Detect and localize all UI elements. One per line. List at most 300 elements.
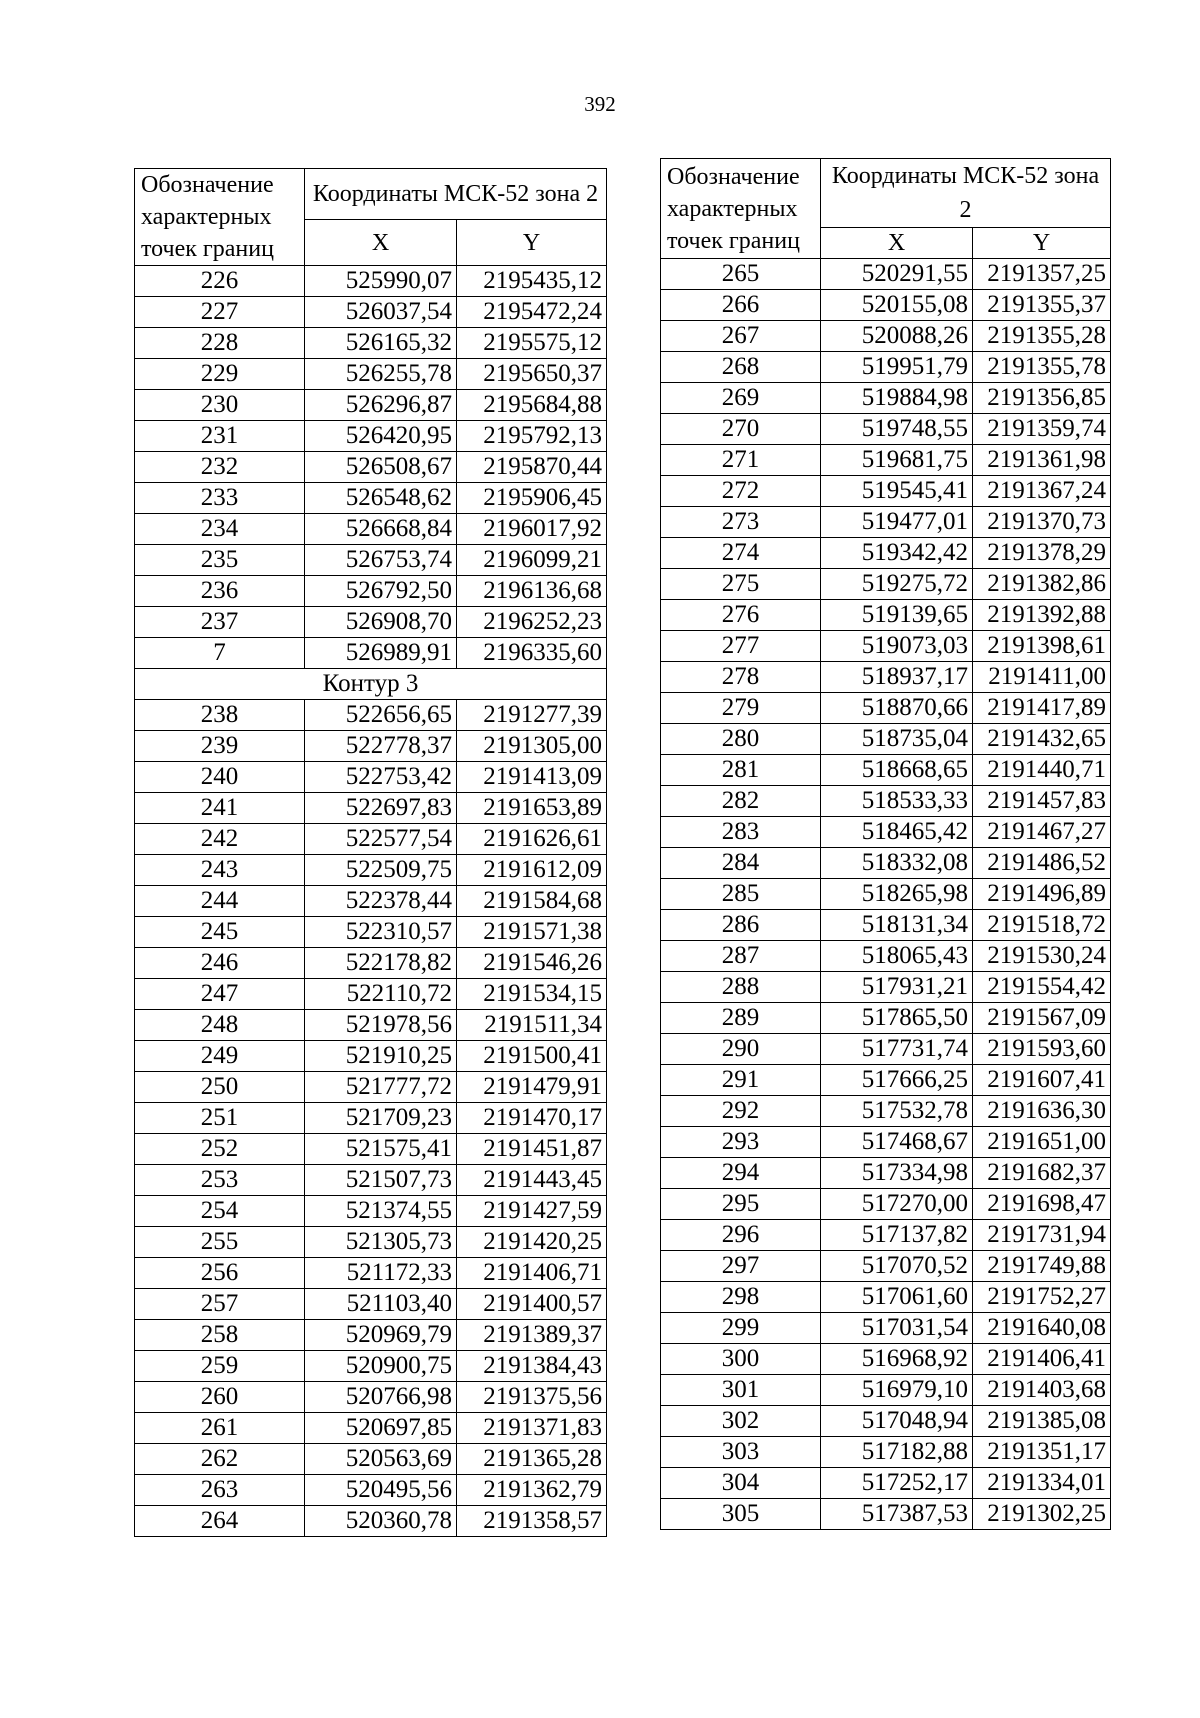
x-coordinate: 520900,75 <box>305 1351 457 1382</box>
y-coordinate: 2191403,68 <box>973 1375 1111 1406</box>
x-coordinate: 522656,65 <box>305 700 457 731</box>
table-row <box>661 972 1111 1003</box>
table-row <box>135 421 607 452</box>
y-coordinate: 2191378,29 <box>973 538 1111 569</box>
y-coordinate: 2191370,73 <box>973 507 1111 538</box>
y-coordinate: 2195650,37 <box>457 359 607 390</box>
point-number: 274 <box>661 538 821 569</box>
table-row <box>661 848 1111 879</box>
point-number: 254 <box>135 1196 305 1227</box>
table-row <box>135 1227 607 1258</box>
y-coordinate: 2191427,59 <box>457 1196 607 1227</box>
point-number: 253 <box>135 1165 305 1196</box>
x-coordinate: 522110,72 <box>305 979 457 1010</box>
y-coordinate: 2191546,26 <box>457 948 607 979</box>
x-coordinate: 517252,17 <box>821 1468 973 1499</box>
y-coordinate: 2191731,94 <box>973 1220 1111 1251</box>
table-row <box>135 328 607 359</box>
y-coordinate: 2191382,86 <box>973 569 1111 600</box>
table-row <box>661 259 1111 290</box>
point-number: 232 <box>135 452 305 483</box>
point-number: 275 <box>661 569 821 600</box>
x-coordinate: 517387,53 <box>821 1499 973 1530</box>
y-coordinate: 2191698,47 <box>973 1189 1111 1220</box>
point-number: 260 <box>135 1382 305 1413</box>
x-coordinate: 526255,78 <box>305 359 457 390</box>
point-number: 228 <box>135 328 305 359</box>
y-coordinate: 2191470,17 <box>457 1103 607 1134</box>
table-row <box>135 824 607 855</box>
y-coordinate: 2191417,89 <box>973 693 1111 724</box>
y-coordinate: 2191356,85 <box>973 383 1111 414</box>
point-number: 229 <box>135 359 305 390</box>
x-coordinate: 521103,40 <box>305 1289 457 1320</box>
table-row <box>135 1041 607 1072</box>
y-coordinate: 2191584,68 <box>457 886 607 917</box>
y-coordinate: 2195435,12 <box>457 266 607 297</box>
table-row <box>661 1375 1111 1406</box>
y-coordinate: 2191351,17 <box>973 1437 1111 1468</box>
table-row <box>661 1003 1111 1034</box>
x-coordinate: 522178,82 <box>305 948 457 979</box>
point-number: 295 <box>661 1189 821 1220</box>
table-row <box>135 359 607 390</box>
x-coordinate: 518065,43 <box>821 941 973 972</box>
point-number: 304 <box>661 1468 821 1499</box>
table-row <box>661 352 1111 383</box>
point-number: 239 <box>135 731 305 762</box>
y-coordinate: 2191486,52 <box>973 848 1111 879</box>
x-coordinate: 520697,85 <box>305 1413 457 1444</box>
header-y-label: Y <box>457 220 607 266</box>
table-row <box>135 1258 607 1289</box>
table-row <box>135 1103 607 1134</box>
point-number: 267 <box>661 321 821 352</box>
table-row <box>135 1444 607 1475</box>
table-row <box>661 1282 1111 1313</box>
point-number: 226 <box>135 266 305 297</box>
x-coordinate: 517270,00 <box>821 1189 973 1220</box>
y-coordinate: 2191385,08 <box>973 1406 1111 1437</box>
x-coordinate: 517334,98 <box>821 1158 973 1189</box>
y-coordinate: 2191305,00 <box>457 731 607 762</box>
point-number: 252 <box>135 1134 305 1165</box>
x-coordinate: 526668,84 <box>305 514 457 545</box>
x-coordinate: 522577,54 <box>305 824 457 855</box>
point-number: 285 <box>661 879 821 910</box>
table-row <box>661 755 1111 786</box>
point-number: 249 <box>135 1041 305 1072</box>
x-coordinate: 526753,74 <box>305 545 457 576</box>
point-number: 270 <box>661 414 821 445</box>
header-x-label: X <box>821 228 973 259</box>
table-row <box>135 483 607 514</box>
y-coordinate: 2191413,09 <box>457 762 607 793</box>
point-number: 289 <box>661 1003 821 1034</box>
y-coordinate: 2191365,28 <box>457 1444 607 1475</box>
y-coordinate: 2191406,41 <box>973 1344 1111 1375</box>
x-coordinate: 517048,94 <box>821 1406 973 1437</box>
y-coordinate: 2191367,24 <box>973 476 1111 507</box>
section-label: Контур 3 <box>135 669 607 700</box>
table-row <box>135 1196 607 1227</box>
table-row <box>135 1010 607 1041</box>
point-number: 277 <box>661 631 821 662</box>
table-row <box>135 1475 607 1506</box>
y-coordinate: 2191420,25 <box>457 1227 607 1258</box>
table-row <box>135 917 607 948</box>
x-coordinate: 526908,70 <box>305 607 457 638</box>
y-coordinate: 2191500,41 <box>457 1041 607 1072</box>
point-number: 280 <box>661 724 821 755</box>
table-row <box>661 724 1111 755</box>
header-y-label: Y <box>973 228 1111 259</box>
y-coordinate: 2191277,39 <box>457 700 607 731</box>
x-coordinate: 517865,50 <box>821 1003 973 1034</box>
point-number: 234 <box>135 514 305 545</box>
x-coordinate: 519748,55 <box>821 414 973 445</box>
x-coordinate: 526548,62 <box>305 483 457 514</box>
point-number: 258 <box>135 1320 305 1351</box>
point-number: 238 <box>135 700 305 731</box>
table-body-left <box>135 266 607 1537</box>
x-coordinate: 518937,17 <box>821 662 973 693</box>
point-number: 231 <box>135 421 305 452</box>
x-coordinate: 525990,07 <box>305 266 457 297</box>
x-coordinate: 520969,79 <box>305 1320 457 1351</box>
point-number: 256 <box>135 1258 305 1289</box>
point-number: 282 <box>661 786 821 817</box>
x-coordinate: 521305,73 <box>305 1227 457 1258</box>
y-coordinate: 2191511,34 <box>457 1010 607 1041</box>
table-row <box>135 390 607 421</box>
x-coordinate: 526989,91 <box>305 638 457 669</box>
table-row <box>135 793 607 824</box>
y-coordinate: 2191530,24 <box>973 941 1111 972</box>
point-number: 247 <box>135 979 305 1010</box>
table-row <box>135 638 607 669</box>
y-coordinate: 2191479,91 <box>457 1072 607 1103</box>
y-coordinate: 2191496,89 <box>973 879 1111 910</box>
point-number: 237 <box>135 607 305 638</box>
table-row <box>661 1251 1111 1282</box>
table-row <box>661 631 1111 662</box>
table-row <box>661 1344 1111 1375</box>
table-row <box>661 507 1111 538</box>
x-coordinate: 521575,41 <box>305 1134 457 1165</box>
x-coordinate: 517931,21 <box>821 972 973 1003</box>
table-row <box>135 1413 607 1444</box>
point-number: 296 <box>661 1220 821 1251</box>
y-coordinate: 2191443,45 <box>457 1165 607 1196</box>
point-number: 279 <box>661 693 821 724</box>
point-number: 288 <box>661 972 821 1003</box>
table-row <box>661 941 1111 972</box>
table-row <box>135 607 607 638</box>
y-coordinate: 2195906,45 <box>457 483 607 514</box>
header-coordinates-label: Координаты МСК-52 зона 2 <box>305 169 607 220</box>
x-coordinate: 526508,67 <box>305 452 457 483</box>
y-coordinate: 2195684,88 <box>457 390 607 421</box>
x-coordinate: 520088,26 <box>821 321 973 352</box>
point-number: 284 <box>661 848 821 879</box>
x-coordinate: 518533,33 <box>821 786 973 817</box>
point-number: 235 <box>135 545 305 576</box>
point-number: 7 <box>135 638 305 669</box>
table-row <box>135 731 607 762</box>
x-coordinate: 518131,34 <box>821 910 973 941</box>
point-number: 290 <box>661 1034 821 1065</box>
coordinates-table-right <box>660 158 1111 1530</box>
table-row <box>661 1437 1111 1468</box>
y-coordinate: 2191358,57 <box>457 1506 607 1537</box>
y-coordinate: 2191457,83 <box>973 786 1111 817</box>
y-coordinate: 2191651,00 <box>973 1127 1111 1158</box>
y-coordinate: 2191359,74 <box>973 414 1111 445</box>
x-coordinate: 517468,67 <box>821 1127 973 1158</box>
y-coordinate: 2195472,24 <box>457 297 607 328</box>
page-number: 392 <box>584 92 616 116</box>
x-coordinate: 526296,87 <box>305 390 457 421</box>
point-number: 243 <box>135 855 305 886</box>
y-coordinate: 2191371,83 <box>457 1413 607 1444</box>
x-coordinate: 522753,42 <box>305 762 457 793</box>
point-number: 227 <box>135 297 305 328</box>
y-coordinate: 2191361,98 <box>973 445 1111 476</box>
table-row <box>135 1351 607 1382</box>
y-coordinate: 2191398,61 <box>973 631 1111 662</box>
table-row <box>135 1320 607 1351</box>
x-coordinate: 520495,56 <box>305 1475 457 1506</box>
table-row <box>135 1506 607 1537</box>
table-row <box>661 414 1111 445</box>
y-coordinate: 2191571,38 <box>457 917 607 948</box>
table-row <box>661 1189 1111 1220</box>
table-row <box>135 855 607 886</box>
y-coordinate: 2195792,13 <box>457 421 607 452</box>
y-coordinate: 2196099,21 <box>457 545 607 576</box>
x-coordinate: 519073,03 <box>821 631 973 662</box>
table-row <box>135 545 607 576</box>
x-coordinate: 522697,83 <box>305 793 457 824</box>
header-point-label: Обозначение характерных точек границ <box>135 169 305 266</box>
point-number: 240 <box>135 762 305 793</box>
point-number: 301 <box>661 1375 821 1406</box>
point-number: 292 <box>661 1096 821 1127</box>
point-number: 291 <box>661 1065 821 1096</box>
section-row <box>135 669 607 700</box>
y-coordinate: 2191440,71 <box>973 755 1111 786</box>
point-number: 236 <box>135 576 305 607</box>
table-row <box>135 979 607 1010</box>
point-number: 283 <box>661 817 821 848</box>
x-coordinate: 520360,78 <box>305 1506 457 1537</box>
table-body-right <box>661 259 1111 1530</box>
x-coordinate: 516968,92 <box>821 1344 973 1375</box>
x-coordinate: 520766,98 <box>305 1382 457 1413</box>
point-number: 276 <box>661 600 821 631</box>
table-row <box>135 1165 607 1196</box>
x-coordinate: 522509,75 <box>305 855 457 886</box>
table-row <box>661 693 1111 724</box>
point-number: 269 <box>661 383 821 414</box>
point-number: 305 <box>661 1499 821 1530</box>
point-number: 259 <box>135 1351 305 1382</box>
y-coordinate: 2191362,79 <box>457 1475 607 1506</box>
header-point-label: Обозначение характерных точек границ <box>661 159 821 259</box>
x-coordinate: 522778,37 <box>305 731 457 762</box>
x-coordinate: 519884,98 <box>821 383 973 414</box>
y-coordinate: 2191612,09 <box>457 855 607 886</box>
table-row <box>661 600 1111 631</box>
y-coordinate: 2191406,71 <box>457 1258 607 1289</box>
x-coordinate: 517061,60 <box>821 1282 973 1313</box>
y-coordinate: 2191411,00 <box>973 662 1111 693</box>
point-number: 251 <box>135 1103 305 1134</box>
y-coordinate: 2191375,56 <box>457 1382 607 1413</box>
table-row <box>661 1220 1111 1251</box>
table-row <box>661 817 1111 848</box>
point-number: 244 <box>135 886 305 917</box>
y-coordinate: 2196252,23 <box>457 607 607 638</box>
table-row <box>135 1289 607 1320</box>
table-row <box>661 910 1111 941</box>
x-coordinate: 519275,72 <box>821 569 973 600</box>
point-number: 265 <box>661 259 821 290</box>
y-coordinate: 2191593,60 <box>973 1034 1111 1065</box>
table-row <box>135 886 607 917</box>
x-coordinate: 519681,75 <box>821 445 973 476</box>
point-number: 241 <box>135 793 305 824</box>
point-number: 266 <box>661 290 821 321</box>
y-coordinate: 2191518,72 <box>973 910 1111 941</box>
point-number: 297 <box>661 1251 821 1282</box>
x-coordinate: 526420,95 <box>305 421 457 452</box>
y-coordinate: 2191400,57 <box>457 1289 607 1320</box>
table-row <box>135 948 607 979</box>
y-coordinate: 2191749,88 <box>973 1251 1111 1282</box>
table-row <box>661 290 1111 321</box>
y-coordinate: 2191752,27 <box>973 1282 1111 1313</box>
y-coordinate: 2191567,09 <box>973 1003 1111 1034</box>
y-coordinate: 2191682,37 <box>973 1158 1111 1189</box>
y-coordinate: 2195575,12 <box>457 328 607 359</box>
point-number: 262 <box>135 1444 305 1475</box>
y-coordinate: 2195870,44 <box>457 452 607 483</box>
coordinates-table-left <box>134 168 607 1537</box>
x-coordinate: 526792,50 <box>305 576 457 607</box>
x-coordinate: 519951,79 <box>821 352 973 383</box>
x-coordinate: 517666,25 <box>821 1065 973 1096</box>
table-row <box>135 1072 607 1103</box>
y-coordinate: 2191534,15 <box>457 979 607 1010</box>
table-row <box>135 762 607 793</box>
y-coordinate: 2196136,68 <box>457 576 607 607</box>
table-row <box>661 786 1111 817</box>
y-coordinate: 2191653,89 <box>457 793 607 824</box>
x-coordinate: 516979,10 <box>821 1375 973 1406</box>
point-number: 264 <box>135 1506 305 1537</box>
point-number: 303 <box>661 1437 821 1468</box>
point-number: 302 <box>661 1406 821 1437</box>
x-coordinate: 518332,08 <box>821 848 973 879</box>
table-row <box>135 266 607 297</box>
point-number: 273 <box>661 507 821 538</box>
point-number: 293 <box>661 1127 821 1158</box>
point-number: 246 <box>135 948 305 979</box>
point-number: 268 <box>661 352 821 383</box>
table-row <box>661 321 1111 352</box>
x-coordinate: 518265,98 <box>821 879 973 910</box>
y-coordinate: 2191355,37 <box>973 290 1111 321</box>
x-coordinate: 519477,01 <box>821 507 973 538</box>
table-row <box>661 476 1111 507</box>
point-number: 248 <box>135 1010 305 1041</box>
y-coordinate: 2191392,88 <box>973 600 1111 631</box>
x-coordinate: 518870,66 <box>821 693 973 724</box>
table-row <box>661 1158 1111 1189</box>
table-row <box>135 1134 607 1165</box>
x-coordinate: 526165,32 <box>305 328 457 359</box>
y-coordinate: 2191451,87 <box>457 1134 607 1165</box>
table-row <box>661 569 1111 600</box>
table-row <box>135 297 607 328</box>
point-number: 298 <box>661 1282 821 1313</box>
point-number: 245 <box>135 917 305 948</box>
point-number: 271 <box>661 445 821 476</box>
point-number: 278 <box>661 662 821 693</box>
y-coordinate: 2191389,37 <box>457 1320 607 1351</box>
y-coordinate: 2191384,43 <box>457 1351 607 1382</box>
point-number: 261 <box>135 1413 305 1444</box>
x-coordinate: 520291,55 <box>821 259 973 290</box>
table-row <box>135 700 607 731</box>
header-x-label: X <box>305 220 457 266</box>
point-number: 272 <box>661 476 821 507</box>
point-number: 263 <box>135 1475 305 1506</box>
x-coordinate: 518668,65 <box>821 755 973 786</box>
x-coordinate: 519342,42 <box>821 538 973 569</box>
point-number: 299 <box>661 1313 821 1344</box>
x-coordinate: 521978,56 <box>305 1010 457 1041</box>
table-row <box>661 1499 1111 1530</box>
y-coordinate: 2191355,78 <box>973 352 1111 383</box>
y-coordinate: 2191626,61 <box>457 824 607 855</box>
table-row <box>135 514 607 545</box>
y-coordinate: 2196335,60 <box>457 638 607 669</box>
y-coordinate: 2196017,92 <box>457 514 607 545</box>
point-number: 300 <box>661 1344 821 1375</box>
table-row <box>661 879 1111 910</box>
point-number: 255 <box>135 1227 305 1258</box>
table-row <box>135 576 607 607</box>
table-row <box>661 1406 1111 1437</box>
x-coordinate: 517532,78 <box>821 1096 973 1127</box>
x-coordinate: 521172,33 <box>305 1258 457 1289</box>
table-row <box>661 1096 1111 1127</box>
y-coordinate: 2191554,42 <box>973 972 1111 1003</box>
y-coordinate: 2191432,65 <box>973 724 1111 755</box>
table-row <box>661 538 1111 569</box>
x-coordinate: 520563,69 <box>305 1444 457 1475</box>
table-row <box>661 383 1111 414</box>
y-coordinate: 2191302,25 <box>973 1499 1111 1530</box>
x-coordinate: 522310,57 <box>305 917 457 948</box>
point-number: 287 <box>661 941 821 972</box>
y-coordinate: 2191640,08 <box>973 1313 1111 1344</box>
table-row <box>135 452 607 483</box>
table-row <box>135 1382 607 1413</box>
